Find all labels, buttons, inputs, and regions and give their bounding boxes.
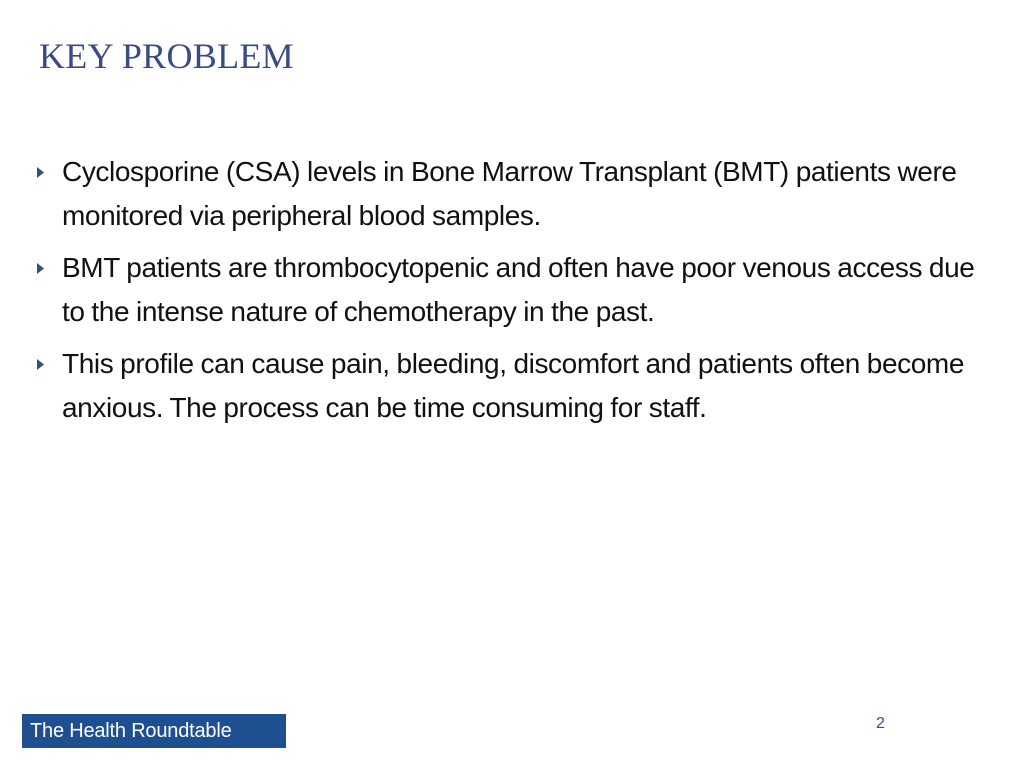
triangle-right-icon: [36, 246, 62, 290]
list-item: [36, 342, 986, 430]
logo-text: The Health Roundtable: [30, 719, 232, 742]
list-item: [36, 246, 986, 334]
bullet-text: Cyclosporine (CSA) levels in Bone Marrow Transplant (BMT) patients were monitored via peripheral blood samples.: [62, 156, 957, 231]
bullet-text: This profile can cause pain, bleeding, discomfort and patients often become anxious. The process can be time consuming for staff.: [62, 348, 965, 423]
health-roundtable-logo: [22, 714, 286, 748]
slide-title: KEY PROBLEM: [39, 36, 294, 76]
triangle-right-icon: [36, 342, 62, 386]
bullet-list: [36, 150, 986, 438]
page-number: 2: [876, 715, 885, 732]
triangle-right-icon: [36, 150, 62, 194]
bullet-text: BMT patients are thrombocytopenic and often have poor venous access due to the intense nature of chemotherapy in the past.: [62, 252, 975, 327]
list-item: [36, 150, 986, 238]
